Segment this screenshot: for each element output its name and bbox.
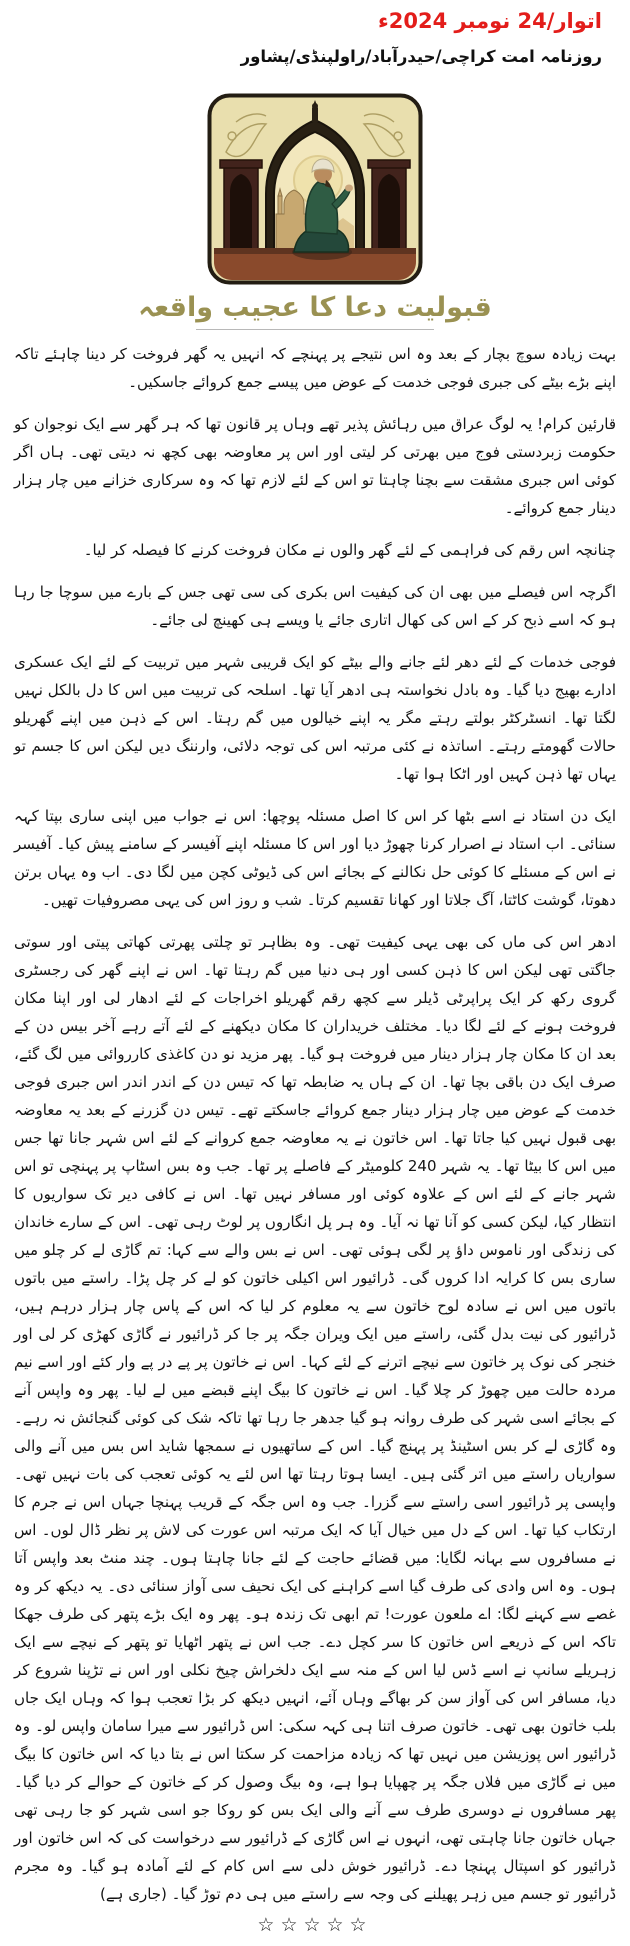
date-text: اتوار/24 نومبر 2024ء	[378, 9, 602, 33]
article-title: قبولیت دعا کا عجیب واقعہ	[138, 292, 492, 324]
paragraph: چنانچہ اس رقم کی فراہمی کے لئے گھر والوں نے مکان فروخت کرنے کا فیصلہ کر لیا۔	[83, 541, 616, 560]
paragraph: قارئین کرام! یہ لوگ عراق میں رہائش پذیر تھے وہاں پر قانون تھا کہ ہر گھر سے ایک نوجوان کو حکومت زبردستی فوج میں بھرتی کر لیتی اور اس پر معاوضہ بھی کچھ نہ دیتی تھی۔ ہاں اگر کوئی اس جبری مشقت سے بچنا چاہتا تو اس کے لئے لازم تھا کہ وہ سرکاری خزانے میں چار ہزار دینار جمع کروائے۔	[14, 415, 616, 518]
footer-stars: ☆☆☆☆☆	[257, 1914, 373, 1937]
article-body	[14, 340, 616, 1908]
paragraph: فوجی خدمات کے لئے دھر لئے جانے والے بیٹے کو ایک قریبی شہر میں تربیت کے لئے ایک عسکری ادارے بھیج دیا گیا۔ وہ بادل نخواستہ ہی ادھر آیا تھا۔ اسلحہ کی تربیت میں اس کا دل بالکل نہیں لگتا تھا۔ انسٹرکٹر بولتے رہتے مگر یہ اپنے خیالوں میں گم رہتا۔ اس کے ذہن میں اپنے گھریلو حالات گھومتے رہتے۔ اساتذہ نے کئی مرتبہ اس کی توجہ دلائی، وارننگ دیں لیکن اس کا جسم تو یہاں تھا ذہن کہیں اور اٹکا ہوا تھا۔	[14, 653, 616, 784]
paragraph: ایک دن استاد نے اسے بٹھا کر اس کا اصل مسئلہ پوچھا: اس نے جواب میں اپنی ساری بپتا کہہ سنائی۔ اب استاد نے اصرار کرنا چھوڑ دیا اور اس کا مسئلہ اپنے آفیسر کے سامنے پیش کیا۔ آفیسر نے اس کے مسئلے کا کوئی حل نکالنے کے بجائے اس کی ڈیوٹی کچن میں لگا دی۔ اب وہ یہاں برتن دھوتا، گوشت کاٹتا، آگ جلاتا اور کھانا تقسیم کرتا۔ شب و روز اس کی یہی مصروفیات تھیں۔	[14, 807, 616, 910]
newspaper-name: روزنامہ امت کراچی/حیدرآباد/راولپنڈی/پشاور	[240, 47, 602, 67]
title-divider	[196, 329, 434, 330]
praying-man-illustration	[206, 92, 424, 286]
article-illustration	[206, 92, 424, 286]
paragraph: بہت زیادہ سوچ بچار کے بعد وہ اس نتیجے پر پہنچے کہ انہیں یہ گھر فروخت کر دینا چاہئے تاکہ اپنے بڑے بیٹے کی جبری فوجی خدمت کے عوض میں پیسے جمع کروائے جاسکیں۔	[14, 345, 616, 392]
paragraph: ادھر اس کی ماں کی بھی یہی کیفیت تھی۔ وہ بظاہر تو چلتی پھرتی کھاتی پیتی اور سوتی جاگتی تھی لیکن اس کا ذہن کسی اور ہی دنیا میں گم رہتا تھا۔ اس نے اپنے گھر کی رجسٹری گروی رکھ کر ایک پراپرٹی ڈیلر سے کچھ رقم گھریلو اخراجات کے لئے ادھار لی اور اپنا مکان فروخت ہونے کے لئے لگا دیا۔ مختلف خریداران کا مکان دیکھنے کے لئے آتے رہے آخر بیس دن کے بعد ان کا مکان چار ہزار دینار میں فروخت ہو گیا۔ پھر مزید نو دن کاغذی کارروائی میں لگ گئے، صرف ایک دن باقی بچا تھا۔ ان کے ہاں یہ ضابطہ تھا کہ تیس دن کے اندر اندر اس جبری فوجی خدمت کے عوض میں چار ہزار دینار جمع کروائے جاسکتے تھے۔ تیس دن گزرنے کے بعد یہ معاوضہ بھی قبول نہیں کیا جاتا تھا۔ اس خاتون نے یہ معاوضہ جمع کروانے کے لئے اس شہر جانا تھا جس میں اس کا بیٹا تھا۔ یہ شہر 240 کلومیٹر کے فاصلے پر تھا۔ جب وہ بس اسٹاپ پر پہنچی تو اس شہر جانے کے لئے اس کے علاوہ کوئی اور مسافر نہیں تھا۔ اس نے کافی دیر تک سواریوں کا انتظار کیا، لیکن کسی کو آنا تھا نہ آیا۔ وہ ہر پل انگاروں پر لوٹ رہی تھی۔ اس کے سارے خاندان کی زندگی اور ناموس داؤ پر لگی ہوئی تھی۔ اس نے بس والے سے کہا: تم گاڑی لے کر چلو میں ساری بس کا کرایہ ادا کروں گی۔ ڈرائیور اس اکیلی خاتون کو لے کر چل پڑا۔ راستے میں باتوں باتوں میں اس نے سادہ لوح خاتون سے یہ معلوم کر لیا کہ اس کے پاس چار ہزار درہم ہیں، ڈرائیور کی نیت بدل گئی، راستے میں ایک ویران جگہ پر جا کر ڈرائیور نے گاڑی کھڑی کر لی اور خنجر کی نوک پر خاتون سے نیچے اترنے کے لئے کہا۔ اس نے خاتون پر پے در پے وار کئے اور اسے نیم مردہ حالت میں چھوڑ کر چلا گیا۔ اس نے خاتون کا بیگ اپنے قبضے میں لے لیا۔ پھر وہ واپس آنے کے بجائے اسی شہر کی طرف روانہ ہو گیا جدھر جا رہا تھا تاکہ شک کی کوئی گنجائش نہ رہے۔ وہ گاڑی لے کر بس اسٹینڈ پر پہنچ گیا۔ اس کے ساتھیوں نے سمجھا شاید اس بس میں آنے والی سواریاں راستے میں اتر گئی ہیں۔ ایسا ہوتا رہتا تھا اس لئے یہ کوئی تعجب کی بات نہیں تھی۔ واپسی پر ڈرائیور اسی راستے سے گزرا۔ جب وہ اس جگہ کے قریب پہنچا جہاں اس نے جرم کا ارتکاب کیا تھا۔ اس کے دل میں خیال آیا کہ ایک مرتبہ اس عورت کی لاش پر نظر ڈال لوں۔ اس نے مسافروں سے بہانہ لگایا: میں قضائے حاجت کے لئے جانا چاہتا ہوں۔ چند منٹ بعد واپس آتا ہوں۔ وہ اس وادی کی طرف گیا اسے کراہنے کی ایک نحیف سی آواز سنائی دی۔ یہ دیکھ کر وہ غصے سے کہنے لگا: اے ملعون عورت! تم ابھی تک زندہ ہو۔ پھر وہ ایک بڑے پتھر کی طرف جھکا تاکہ اس کے ذریعے اس خاتون کا سر کچل دے۔ جب اس نے پتھر اٹھایا تو پتھر کے نیچے سے ایک زہریلے سانپ نے اسے ڈس لیا اس کے منہ سے ایک دلخراش چیخ نکلی اور اس نے تڑپنا شروع کر دیا، مسافر اس کی آواز سن کر بھاگے وہاں آئے، انہیں دیکھ کر بڑا تعجب ہوا کہ وہاں ایک جاں بلب خاتون بھی تھی۔ خاتون صرف اتنا ہی کہہ سکی: اس ڈرائیور سے میرا سامان واپس لو۔ وہ ڈرائیور اس پوزیشن میں نہیں تھا کہ زیادہ مزاحمت کر سکتا اس نے بتا دیا کہ اس خاتون کا بیگ میں نے گاڑی میں فلاں جگہ پر چھپایا ہوا ہے، وہ بیگ وصول کر کے خاتون کے حوالے کر دیا گیا۔ پھر مسافروں نے دوسری طرف سے آنے والی ایک بس کو روکا جو اسی شہر کو جا رہی تھی جہاں خاتون جانا چاہتی تھی، انہوں نے اس گاڑی کے ڈرائیور سے درخواست کی کہ اس خاتون اور ڈرائیور کو اسپتال پہنچا دے۔ ڈرائیور خوش دلی سے اس کام کے لئے آمادہ ہو گیا۔ وہ مجرم ڈرائیور تو جسم میں زہر پھیلنے کی وجہ سے راستے میں ہی دم توڑ گیا۔ (جاری ہے)	[14, 933, 616, 1904]
paragraph: اگرچہ اس فیصلے میں بھی ان کی کیفیت اس بکری کی سی تھی جس کے بارے میں سوچا جا رہا ہو کہ اسے ذبح کر کے اس کی کھال اتاری جائے یا ویسے ہی کھینچ لی جائے۔	[14, 583, 616, 630]
